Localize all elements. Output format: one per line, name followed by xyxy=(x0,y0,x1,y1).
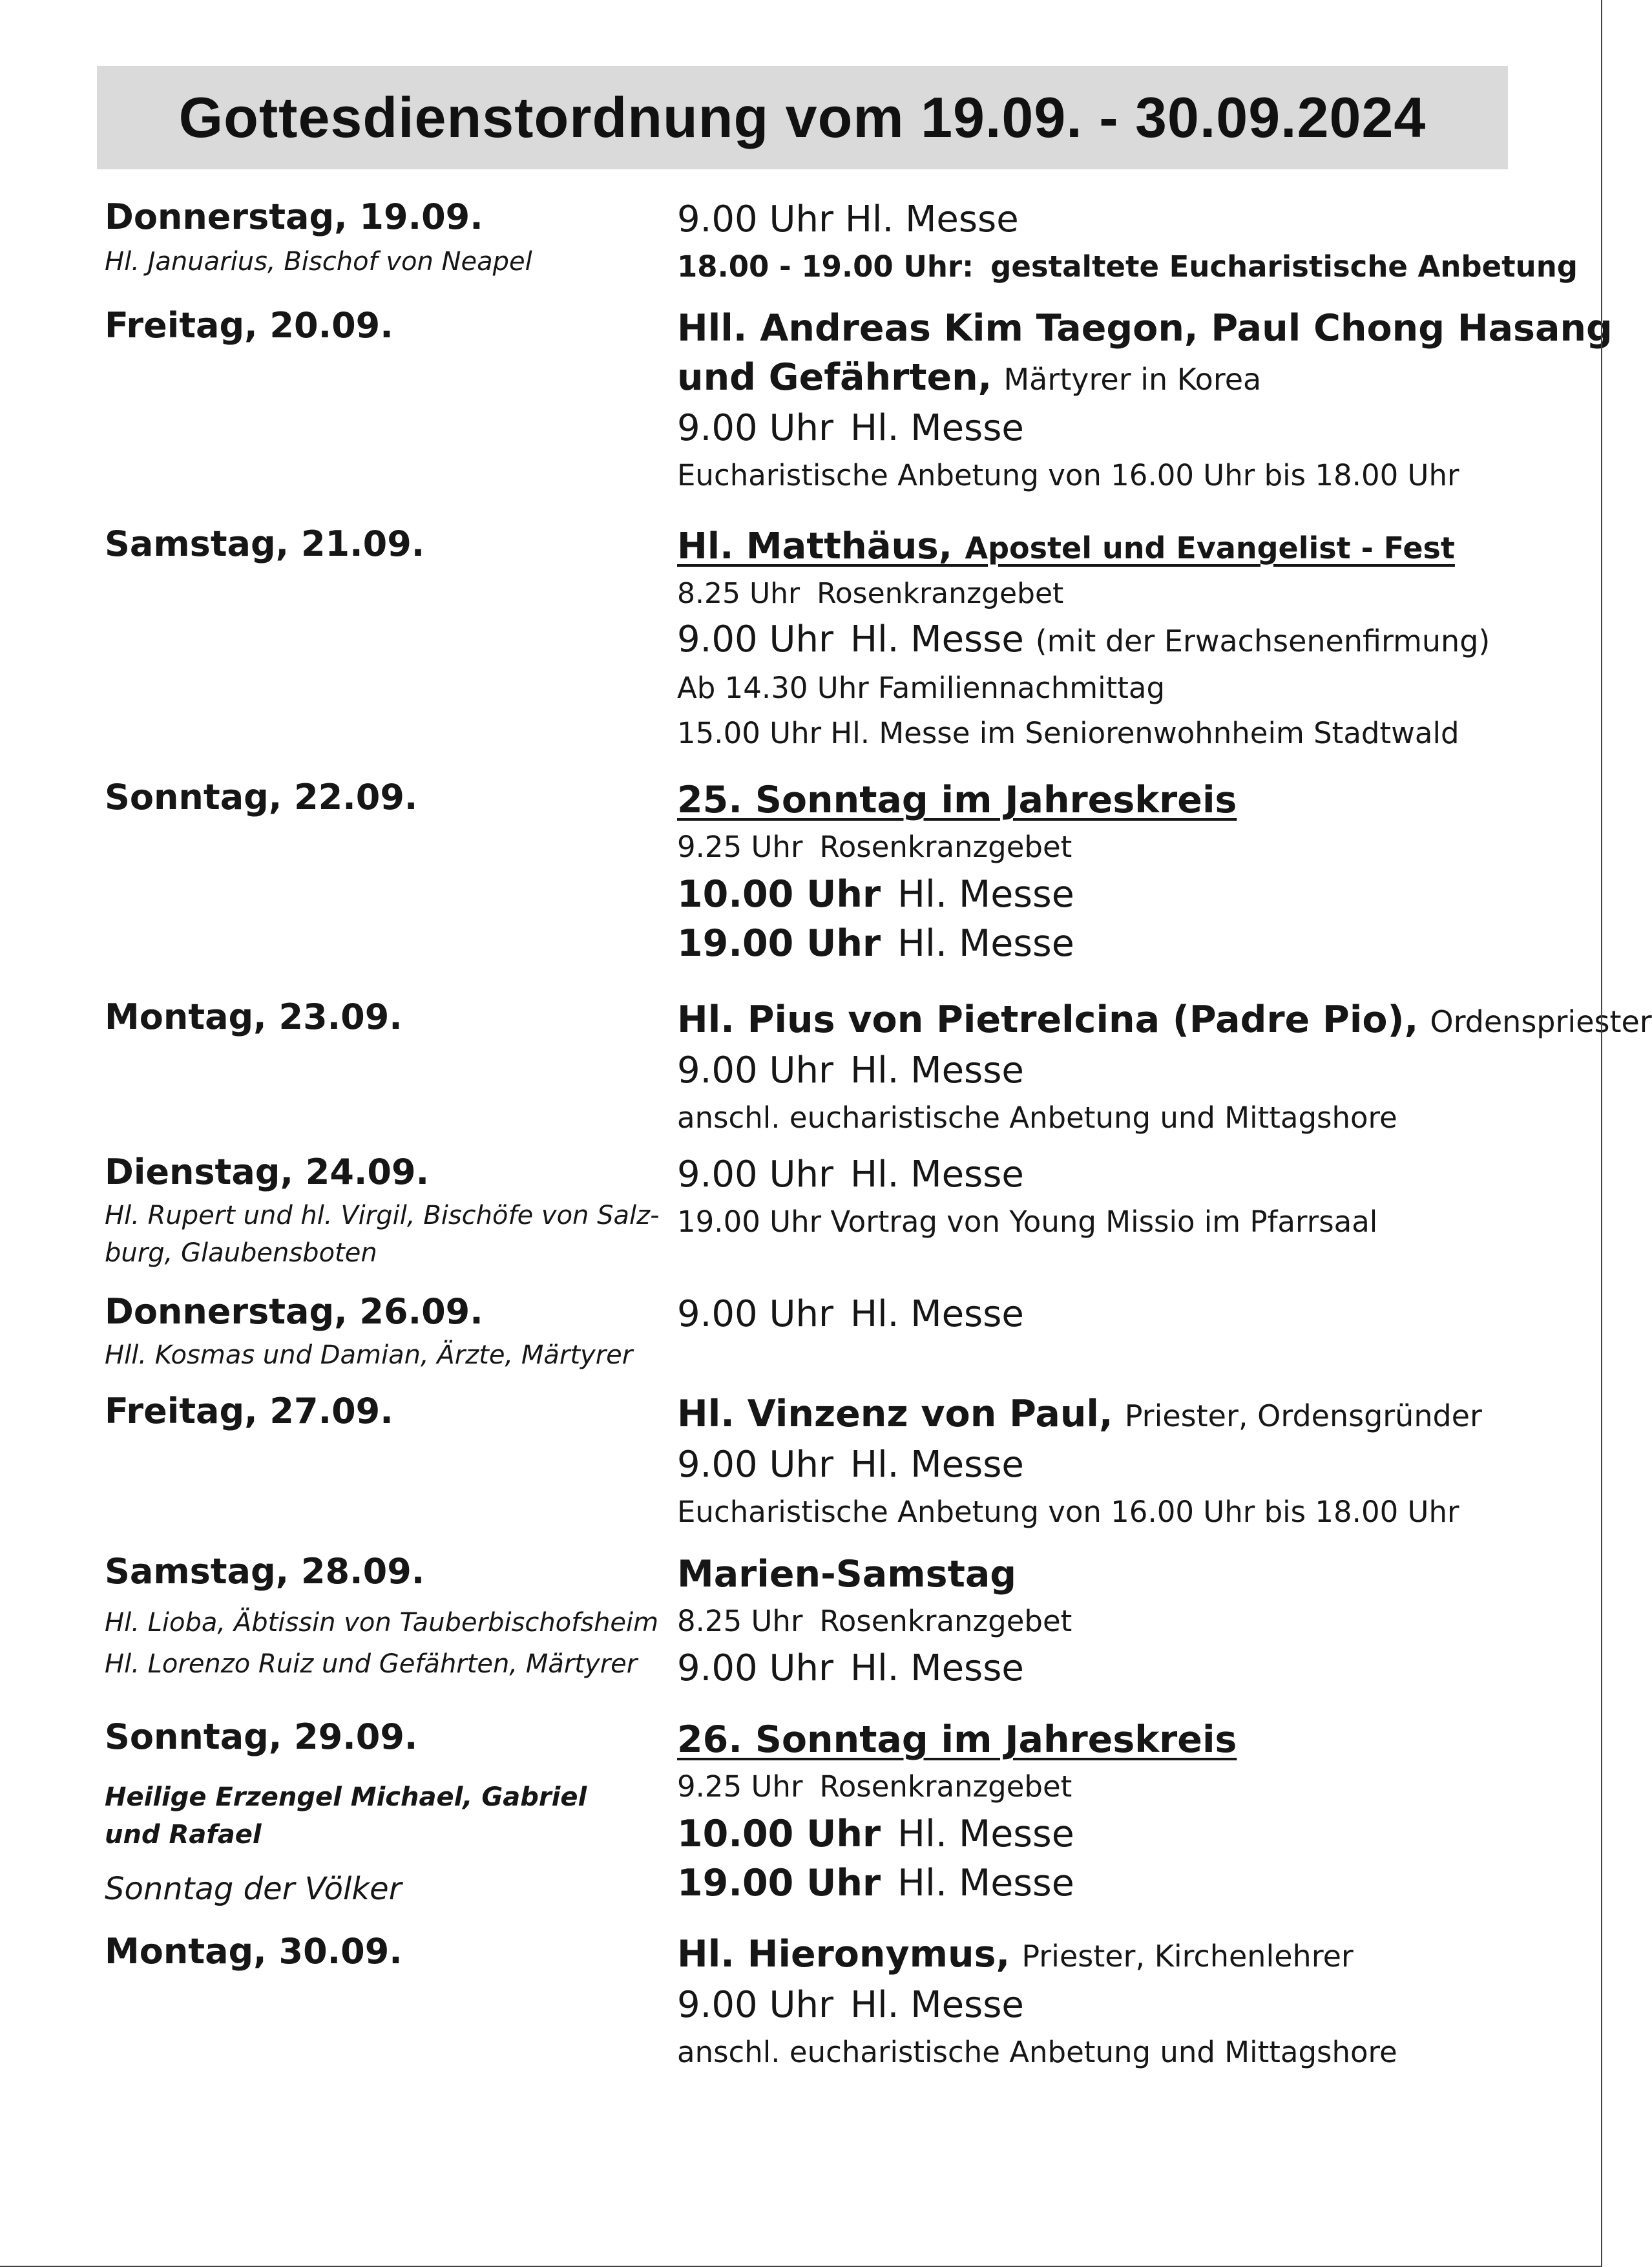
day-date: Sonntag, 29.09. xyxy=(105,1716,418,1757)
day-saint: Hl. Januarius, Bischof von Neapel xyxy=(105,247,532,277)
service-line: 18.00 - 19.00 Uhr: gestaltete Eucharistische Anbetung xyxy=(677,249,1578,284)
service-line: Eucharistische Anbetung von 16.00 Uhr bis 18.00 Uhr xyxy=(677,1495,1459,1529)
service-line: 15.00 Uhr Hl. Messe im Seniorenwohnheim Stadtwald xyxy=(677,716,1459,750)
feast-title: 25. Sonntag im Jahreskreis xyxy=(677,779,1237,821)
service-line: 10.00 Uhr Hl. Messe xyxy=(677,873,1074,916)
service-line: Ab 14.30 Uhr Familiennachmittag xyxy=(677,671,1166,705)
feast-title: Hl. Vinzenz von Paul, Priester, Ordensgründer xyxy=(677,1393,1482,1435)
day-saint: Hl. Rupert und hl. Virgil, Bischöfe von Salz-burg, Glaubensboten xyxy=(105,1201,660,1268)
service-line: 8.25 Uhr Rosenkranzgebet xyxy=(677,1604,1072,1638)
service-line: 9.25 Uhr Rosenkranzgebet xyxy=(677,1769,1072,1804)
service-line: anschl. eucharistische Anbetung und Mittagshore xyxy=(677,1101,1397,1135)
day-services xyxy=(677,1550,1582,1693)
day-services xyxy=(677,1389,1582,1535)
day-services xyxy=(677,1930,1582,2075)
day-services xyxy=(677,775,1582,968)
service-line: Eucharistische Anbetung von 16.00 Uhr bis 18.00 Uhr xyxy=(677,458,1459,492)
day-saint: Hl. Lorenzo Ruiz und Gefährten, Märtyrer xyxy=(105,1649,638,1679)
service-line: 9.00 Uhr Hl. Messe xyxy=(677,1984,1024,2026)
feast-title: Hll. Andreas Kim Taegon, Paul Chong Hasang xyxy=(677,307,1613,350)
service-line: 9.00 Uhr Hl. Messe xyxy=(677,1647,1024,1689)
service-line: 9.00 Uhr Hl. Messe xyxy=(677,1444,1024,1486)
page-title: Gottesdienstordnung vom 19.09. - 30.09.2024 xyxy=(178,85,1427,149)
service-line: 10.00 Uhr Hl. Messe xyxy=(677,1813,1074,1855)
day-date: Donnerstag, 26.09. xyxy=(105,1291,483,1332)
feast-title: Hl. Pius von Pietrelcina (Padre Pio), Ordenspriester xyxy=(677,998,1652,1041)
service-line: 9.00 Uhr Hl. Messe xyxy=(677,1293,1024,1335)
day-services xyxy=(677,522,1582,756)
day-date: Samstag, 28.09. xyxy=(105,1551,425,1592)
day-services xyxy=(677,304,1613,498)
day-date: Donnerstag, 19.09. xyxy=(105,196,483,237)
feast-title: Hl. Hieronymus, Priester, Kirchenlehrer xyxy=(677,1933,1354,1976)
day-date: Freitag, 20.09. xyxy=(105,305,393,346)
feast-title: und Gefährten, Märtyrer in Korea xyxy=(677,356,1262,399)
day-services xyxy=(677,1290,1582,1339)
service-line: anschl. eucharistische Anbetung und Mittagshore xyxy=(677,2035,1397,2069)
day-saint: Hll. Kosmas und Damian, Ärzte, Märtyrer xyxy=(105,1340,633,1370)
day-services xyxy=(677,995,1652,1141)
service-line: 9.25 Uhr Rosenkranzgebet xyxy=(677,830,1072,864)
service-line: 9.00 Uhr Hl. Messe (mit der Erwachsenenfirmung) xyxy=(677,618,1490,660)
service-line: 9.00 Uhr Hl. Messe xyxy=(677,1154,1024,1196)
feast-title: Marien-Samstag xyxy=(677,1553,1017,1596)
day-date: Sonntag, 22.09. xyxy=(105,777,418,817)
day-date: Freitag, 27.09. xyxy=(105,1391,393,1431)
title-banner xyxy=(97,66,1508,169)
day-saint: Hl. Lioba, Äbtissin von Tauberbischofsheim xyxy=(105,1608,659,1638)
day-services xyxy=(677,1715,1582,1908)
service-line: 19.00 Uhr Vortrag von Young Missio im Pfarrsaal xyxy=(677,1205,1378,1239)
day-date: Dienstag, 24.09. xyxy=(105,1152,430,1192)
day-saint: Heilige Erzengel Michael, Gabriel und Rafael xyxy=(105,1782,587,1850)
day-note: Sonntag der Völker xyxy=(105,1871,402,1907)
day-date: Montag, 30.09. xyxy=(105,1931,403,1972)
service-line: 9.00 Uhr Hl. Messe xyxy=(677,198,1019,240)
service-line: 8.25 Uhr Rosenkranzgebet xyxy=(677,577,1064,610)
day-services xyxy=(677,1150,1582,1245)
feast-title: Hl. Matthäus, Apostel und Evangelist - Fest xyxy=(677,525,1455,567)
feast-title: 26. Sonntag im Jahreskreis xyxy=(677,1718,1237,1761)
day-date: Montag, 23.09. xyxy=(105,996,403,1037)
service-line: 9.00 Uhr Hl. Messe xyxy=(677,407,1024,449)
service-line: 9.00 Uhr Hl. Messe xyxy=(677,1049,1024,1091)
service-line: 19.00 Uhr Hl. Messe xyxy=(677,1862,1074,1904)
day-services xyxy=(677,195,1582,290)
day-date: Samstag, 21.09. xyxy=(105,523,425,564)
service-line: 19.00 Uhr Hl. Messe xyxy=(677,922,1074,965)
